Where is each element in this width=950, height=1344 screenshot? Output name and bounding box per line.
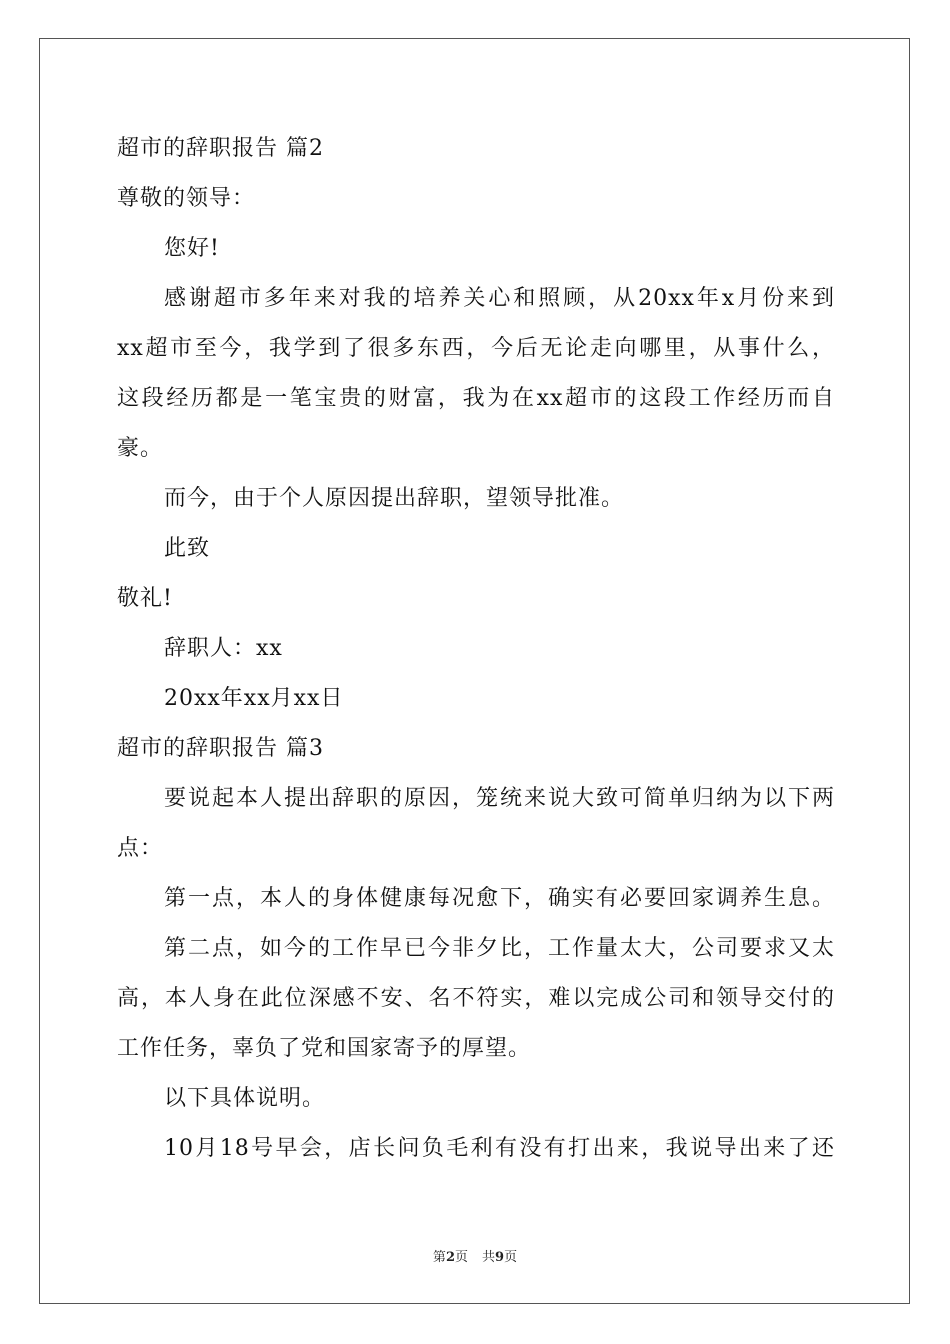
- total-suffix: 页: [504, 1250, 518, 1265]
- paragraph-line: 高，本人身在此位深感不安、名不符实，难以完成公司和领导交付的: [117, 986, 835, 1011]
- section-heading: 超市的辞职报告 篇3: [117, 736, 324, 761]
- document-body: [117, 124, 835, 1174]
- date-line: 20xx年xx月xx日: [164, 686, 344, 711]
- total-prefix: 共: [482, 1250, 496, 1265]
- paragraph-line: 以下具体说明。: [164, 1086, 326, 1111]
- paragraph-line: 10月18号早会，店长问负毛利有没有打出来，我说导出来了还: [164, 1136, 835, 1161]
- page-prefix: 第: [432, 1250, 446, 1265]
- paragraph-line: 豪。: [117, 436, 164, 461]
- section-heading: 超市的辞职报告 篇2: [117, 136, 324, 161]
- salutation: 尊敬的领导：: [117, 186, 256, 211]
- paragraph-line: 这段经历都是一笔宝贵的财富，我为在xx超市的这段工作经历而自: [117, 386, 835, 411]
- current-page-number: 2: [445, 1250, 455, 1265]
- paragraph-line: 感谢超市多年来对我的培养关心和照顾，从20xx年x月份来到: [164, 286, 835, 311]
- page-footer: [0, 1246, 950, 1265]
- paragraph-line: xx超市至今，我学到了很多东西，今后无论走向哪里，从事什么，: [117, 336, 835, 361]
- paragraph-line: 点：: [117, 836, 164, 861]
- paragraph-line: 要说起本人提出辞职的原因，笼统来说大致可简单归纳为以下两: [164, 786, 835, 811]
- paragraph-line: 工作任务，辜负了党和国家寄予的厚望。: [117, 1036, 532, 1061]
- paragraph-line: 而今，由于个人原因提出辞职，望领导批准。: [164, 486, 625, 511]
- total-page-number: 9: [495, 1250, 505, 1265]
- paragraph-line: 第一点，本人的身体健康每况愈下，确实有必要回家调养生息。: [164, 886, 835, 911]
- page-suffix: 页: [454, 1250, 468, 1265]
- closing-salute: 敬礼!: [117, 586, 173, 611]
- paragraph-line: 第二点，如今的工作早已今非夕比，工作量太大，公司要求又太: [164, 936, 835, 961]
- signature: 辞职人：xx: [164, 636, 283, 661]
- greeting: 您好!: [164, 236, 220, 261]
- closing: 此致: [164, 536, 211, 561]
